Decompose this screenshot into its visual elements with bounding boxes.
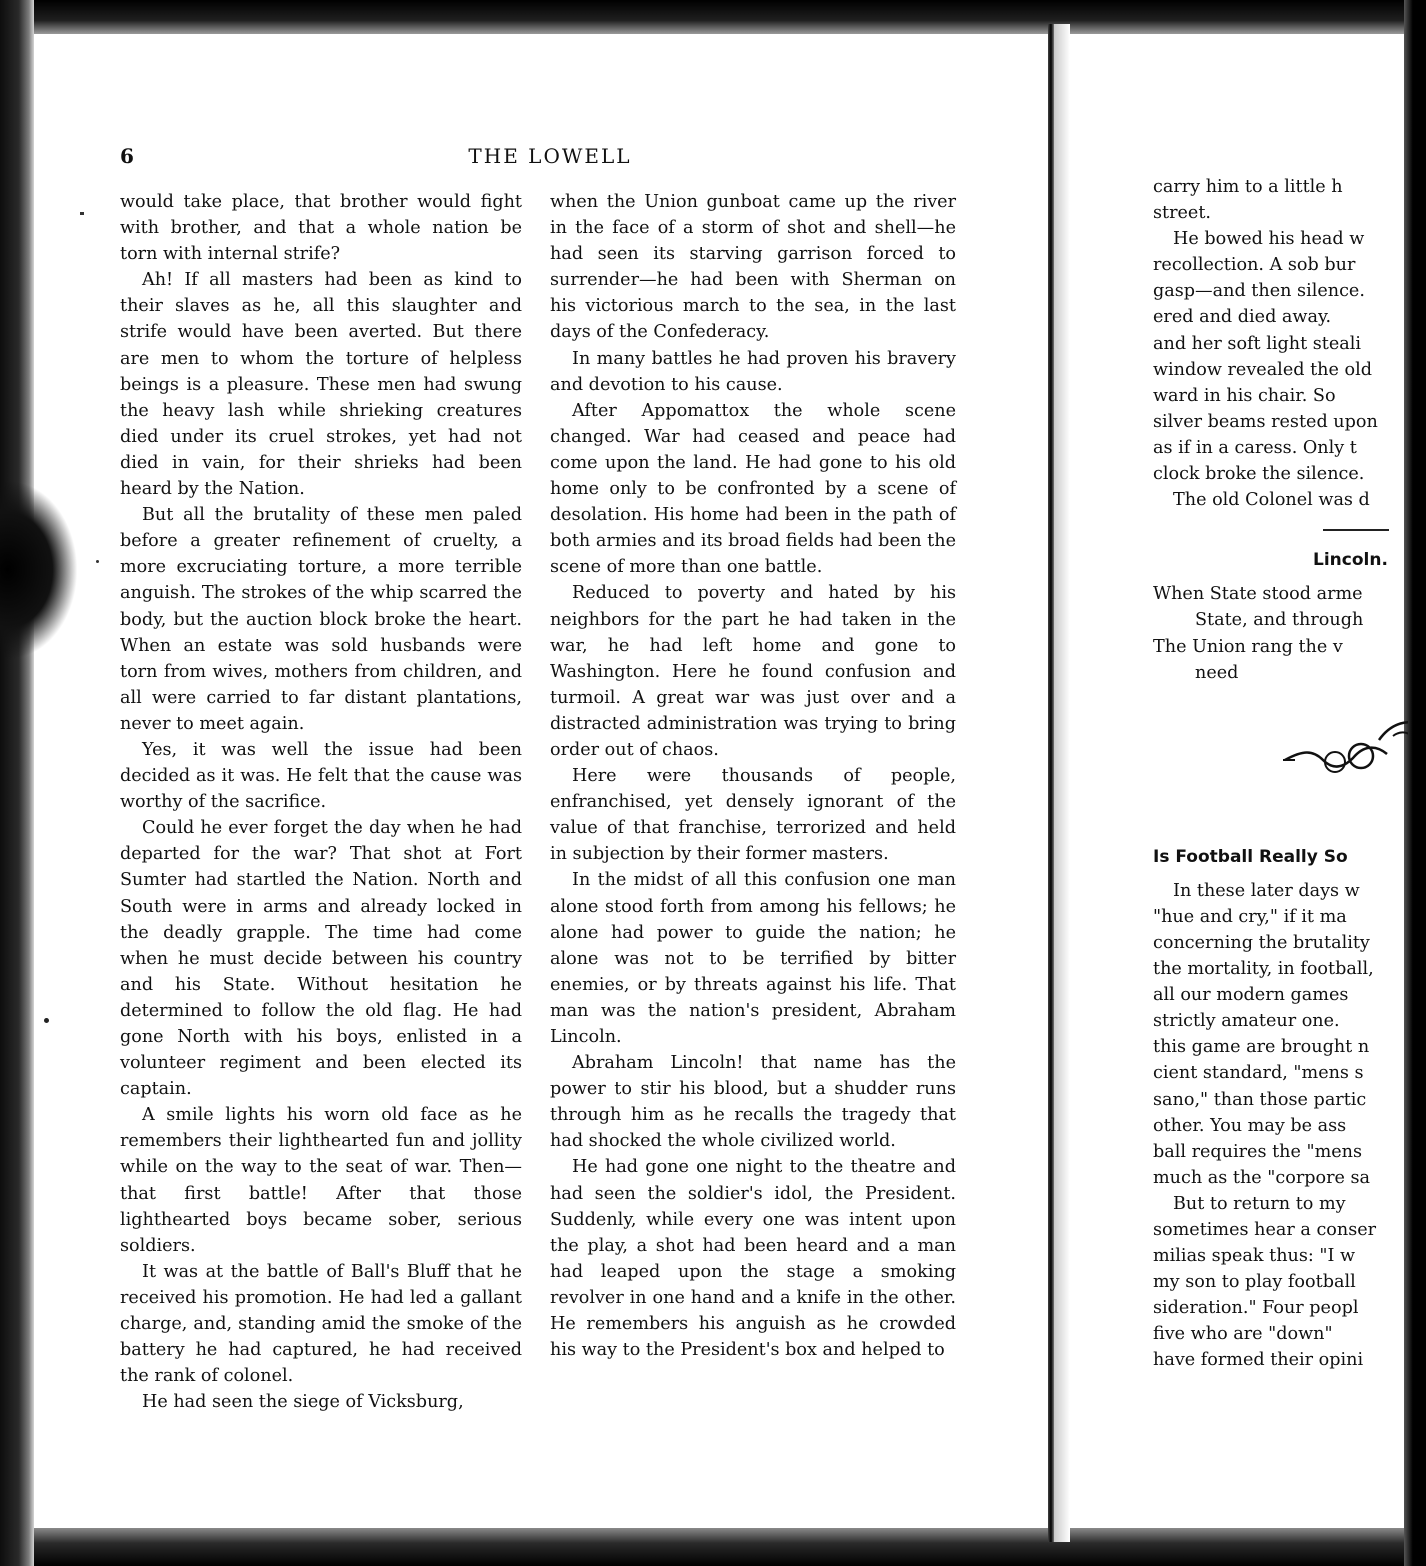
text-line: clock broke the silence. — [1153, 464, 1365, 485]
text-line: recollection. A sob bur — [1153, 255, 1356, 276]
paragraph: Abraham Lincoln! that name has the power to stir his blood, but a shudder runs through him as he recalls the tragedy that had shocked the whole civilized world. — [550, 1053, 956, 1152]
text-line: milias speak thus: "I w — [1153, 1246, 1356, 1267]
scan-top-edge — [0, 0, 1426, 34]
text-line: as if in a caress. Only t — [1153, 437, 1357, 458]
paragraph: But all the brutality of these men paled before a greater refinement of cruelty, a more excruciating torture, a more terrible anguish. The strokes of the whip scarred the body, but the auction block broke the heart. When an estate was sold husbands were torn from wives, mothers from children, and all were carried to far distant plantations, never to meet again. — [120, 505, 522, 734]
paragraph: A smile lights his worn old face as he remembers their lighthearted fun and jollity while on the way to the seat of war. Then— that first battle! After that those lighthearted boys became sober, serious soldiers. — [120, 1105, 522, 1256]
text-block-b — [1153, 878, 1408, 1374]
text-block-a — [1153, 174, 1408, 513]
paragraph: when the Union gunboat came up the river in the face of a storm of shot and shell—he had seen its starving garrison forced to surrender—he had been with Sherman on his victorious march to the sea, in the last days of the Confederacy. — [550, 192, 956, 343]
paragraph: Yes, it was well the issue had been decided as it was. He felt that the cause was worthy of the sacrifice. — [120, 739, 522, 813]
text-line: all our modern games — [1153, 985, 1349, 1006]
paragraph: He had seen the siege of Vicksburg, — [142, 1392, 464, 1413]
poem-line: need — [1195, 662, 1239, 683]
text-line: gasp—and then silence. — [1153, 281, 1365, 302]
paragraph: In the midst of all this confusion one man alone stood forth from among his fellows; he alone had power to guide the nation; he alone was not to be terrified by bitter enemies, or by threats against his life. That man was the nation's president, Abraham Lincoln. — [550, 870, 956, 1047]
paragraph: Could he ever forget the day when he had departed for the war? That shot at Fort Sumter had startled the Nation. North and South were in arms and already locked in the deadly grapple. The time had come when he must decide between his country and his State. Without hesitation he determined to follow the old flag. He had gone North with his boys, enlisted in a volunteer regiment and been elected its captain. — [120, 818, 522, 1100]
text-line: other. You may be ass — [1153, 1115, 1347, 1136]
text-line: ward in his chair. So — [1153, 385, 1336, 406]
paragraph: Ah! If all masters had been as kind to their slaves as he, all this slaughter and strife would have been averted. But there are men to whom the torture of helpless beings is a pleasure. These men had swung the heavy lash while shrieking creatures died under its cruel strokes, yet had not died in vain, for their shrieks had been heard by the Nation. — [120, 270, 522, 500]
text-line: strictly amateur one. — [1153, 1011, 1340, 1032]
text-line: The old Colonel was d — [1173, 490, 1370, 511]
text-line: much as the "corpore sa — [1153, 1167, 1371, 1188]
text-line: sano," than those partic — [1153, 1089, 1367, 1110]
scan-bottom-edge — [0, 1528, 1426, 1566]
text-line: cient standard, "mens s — [1153, 1063, 1364, 1084]
text-line: five who are "down" — [1153, 1324, 1333, 1345]
scan-left-edge — [0, 0, 34, 1566]
text-line: ered and died away. — [1153, 307, 1332, 328]
text-line: sometimes hear a conser — [1153, 1220, 1377, 1240]
text-line: silver beams rested upon — [1153, 411, 1378, 432]
text-line: sideration." Four peopl — [1153, 1298, 1359, 1319]
text-line: ball requires the "mens — [1153, 1141, 1363, 1162]
poem-line: State, and through — [1195, 610, 1364, 631]
text-line: my son to play football — [1153, 1272, 1356, 1293]
paragraph: After Appomattox the whole scene changed. War had ceased and peace had come upon the land. He had gone to his old home only to be confronted by a scene of desolation. His home had been in the path of both armies and its broad fields had been the scene of more than one battle. — [550, 400, 956, 578]
text-line: have formed their opini — [1153, 1350, 1364, 1371]
paragraph: In many battles he had proven his bravery and devotion to his cause. — [550, 348, 956, 395]
text-column-left — [120, 189, 522, 1415]
text-column-middle — [550, 189, 956, 1363]
running-head: THE LOWELL — [468, 144, 632, 168]
speck — [96, 560, 99, 563]
paragraph: Here were thousands of people, enfranchised, yet densely ignorant of the value of that franchise, terrorized and held in subjection by their former masters. — [550, 766, 956, 865]
poem-line: The Union rang the v — [1153, 636, 1343, 657]
speck — [44, 1018, 49, 1023]
text-line: carry him to a little h — [1153, 177, 1343, 197]
text-column-right-cropped — [1153, 174, 1408, 1484]
paragraph: He had gone one night to the theatre and had seen the soldier's idol, the President. Suddenly, while every one was intent upon the play, a shot had been heard and a man had leaped upon the stage a smoking revolver in one hand and a knife in the other. He remembers his anguish as he crowded his way to the President's box and helped to — [550, 1157, 956, 1361]
paragraph: would take place, that brother would fight with brother, and that a whole nation be torn with internal strife? — [120, 192, 522, 265]
text-line: But to return to my — [1173, 1193, 1346, 1214]
ink-blot — [0, 480, 78, 660]
paragraph: It was at the battle of Ball's Bluff that he received his promotion. He had led a gallant charge, and, standing amid the smoke of the battery he had captured, he had received the rank of colonel. — [120, 1261, 522, 1387]
text-line: In these later days w — [1173, 880, 1360, 901]
speck — [80, 212, 84, 215]
poem-line: When State stood arme — [1153, 584, 1363, 605]
football-heading: Is Football Really So — [1153, 846, 1348, 867]
text-line: the mortality, in football, — [1153, 959, 1374, 980]
text-line: He bowed his head w — [1173, 229, 1365, 250]
text-line: window revealed the old — [1153, 359, 1372, 380]
text-line: concerning the brutality — [1153, 932, 1370, 953]
text-line: and her soft light steali — [1153, 333, 1361, 354]
gutter-shadow — [1054, 24, 1070, 1542]
text-line: street. — [1153, 203, 1211, 224]
paragraph: Reduced to poverty and hated by his neighbors for the part he had taken in the war, he had left home and gone to Washington. Here he found confusion and turmoil. A great war was just over and a distracted administration was trying to bring order out of chaos. — [550, 583, 956, 760]
text-line: "hue and cry," if it ma — [1153, 906, 1347, 927]
page-number: 6 — [120, 144, 134, 168]
decorative-ornament — [1153, 686, 1408, 836]
flourish-icon — [1283, 710, 1408, 800]
lincoln-heading: Lincoln. — [1313, 550, 1388, 571]
section-divider — [1323, 529, 1389, 531]
text-line: this game are brought n — [1153, 1037, 1370, 1058]
